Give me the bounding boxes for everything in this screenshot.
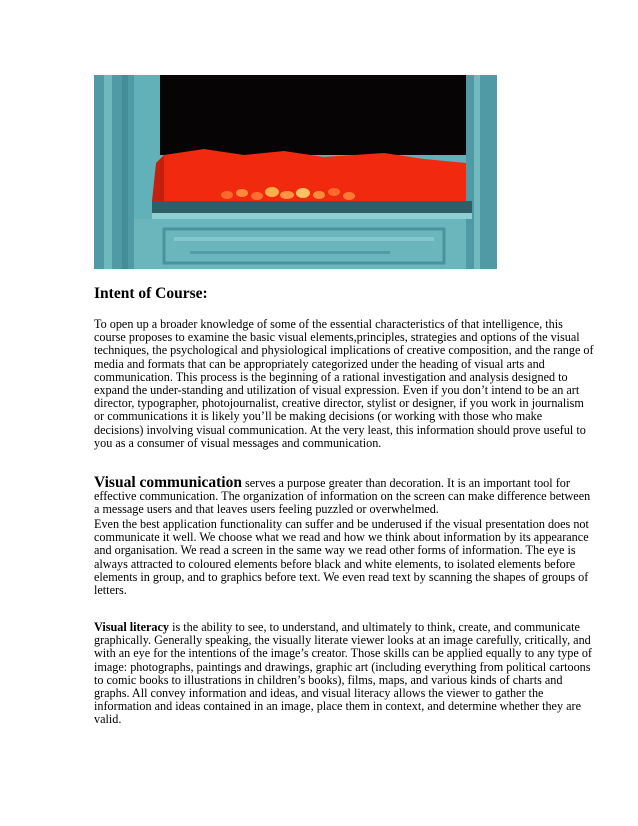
visual-communication-lead: Visual communication	[94, 474, 242, 491]
visual-communication-text: serves a purpose greater than decoration. It is an important tool for effective communication. The organization of information on the screen can make difference between a message users and that leaves users feeling puzzled or overwhelmed.	[94, 476, 591, 517]
visual-literacy-paragraph	[94, 621, 594, 727]
visual-presentation-paragraph: Even the best application functionality can suffer and be underused if the visual presentation does not communicate it well. We choose what we read and how we think about information by its appearance and organisation. We read a screen in the same way we read other forms of information. The eye is always attracted to coloured elements before black and white elements, to isolated elements before elements in group, and to graphics before text. We even read text by scanning the shapes of groups of letters.	[94, 517, 589, 598]
photo-window-with-red-tomatoes	[94, 75, 497, 269]
visual-communication-paragraph	[94, 476, 594, 517]
visual-literacy-text: is the ability to see, to understand, and ultimately to think, create, and communicate graphically. Generally speaking, the visually literate viewer looks at an image carefully, critically, and with an eye for the intentions of the image’s creator. Those skills can be applied equally to any type of image: photographs, paintings and drawings, graphic art (including everything from political cartoons to comic books to illustrations in children’s books), films, maps, and various kinds of charts and graphs. All convey information and ideas, and visual literacy allows the viewer to gather the information and ideas contained in an image, place them in context, and determine whether they are valid.	[94, 620, 592, 727]
visual-literacy-lead: Visual literacy	[94, 620, 170, 634]
window-sill	[152, 201, 472, 213]
frame-right-post	[466, 75, 497, 269]
photo-window-illustration	[94, 75, 497, 269]
dark-interior	[160, 75, 466, 155]
intent-heading: Intent of Course:	[94, 285, 208, 302]
intent-paragraph: To open up a broader knowledge of some of the essential characteristics of that intelligence, this course proposes to examine the basic visual elements,principles, strategies and options of the visual techniques, the psychological and physiological implications of creative composition, and the range of media and formats that can be appropriately categorized under the heading of visual arts and communication. This process is the beginning of a rational investigation and analysis designed to expand the under-standing and utilization of visual expression. Even if you don’t intend to be an art director, typographer, photojournalist, creative director, stylist or designer, if you work in journalism or communications it is likely you’ll be making decisions (or working with those who make decisions) involving visual communication. At the very least, this information should prove useful to you as a consumer of visual messages and communication.	[94, 317, 594, 450]
